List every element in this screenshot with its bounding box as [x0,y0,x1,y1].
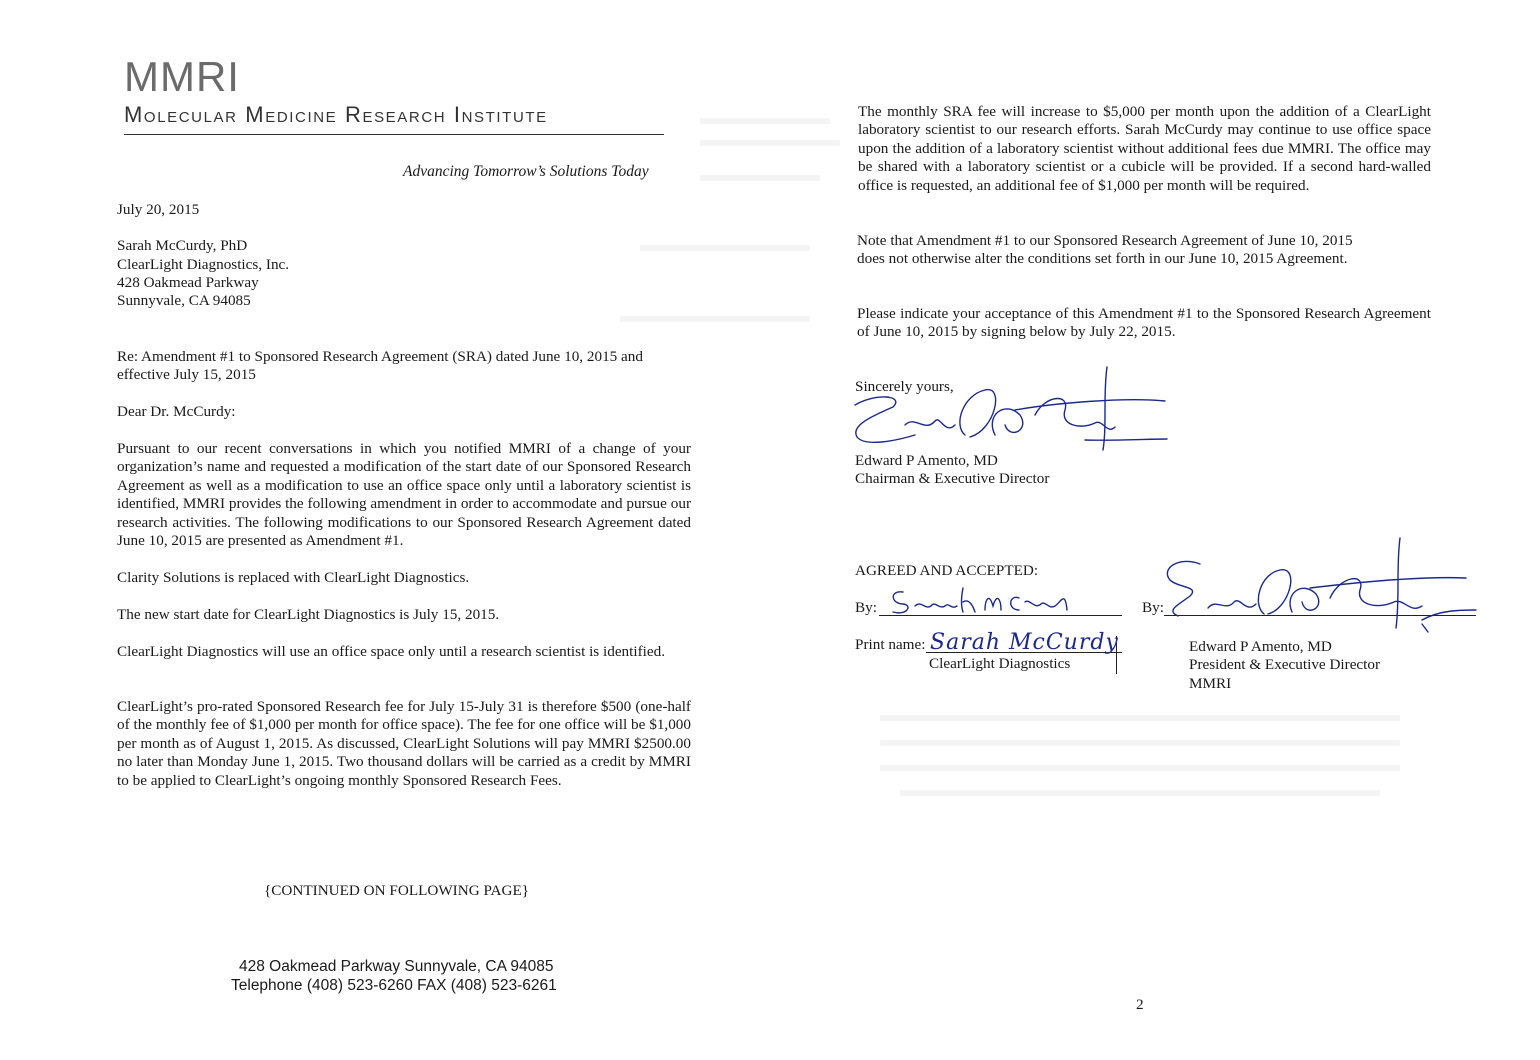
recipient-name: Sarah McCurdy, PhD [117,237,248,254]
body-paragraph-2: Clarity Solutions is replaced with ClearLight Diagnostics. [117,569,470,586]
body-paragraph-1: Pursuant to our recent conversations in which you notified MMRI of a change of your organization’s name and requested a modification of the start date of our Sponsored Research Agreement as well as a modification to use an office space only until a laboratory scientist is identified, MMRI provides the following amendment in order to accommodate and pursue our research activities. The following modifications to our Sponsored Research Agreement dated June 10, 2015 are presented as Amendment #1. [117,440,691,550]
handwritten-print-name: Sarah McCurdy [930,630,1119,655]
by-label-mmri: By: [1142,599,1164,616]
tagline: Advancing Tomorrow’s Solutions Today [403,163,649,180]
signer-name: Edward P Amento, MD [855,452,998,469]
amento-signature-2 [1160,528,1480,638]
re-line-cont: effective July 15, 2015 [117,366,256,383]
re-line: Re: Amendment #1 to Sponsored Research Agreement (SRA) dated June 10, 2015 and [117,348,643,365]
recipient-street: 428 Oakmead Parkway [117,274,259,291]
amento-signature-1 [845,355,1175,465]
logo: MMRI [124,53,240,100]
print-name-label: Print name: [855,636,926,653]
body-paragraph-3: The new start date for ClearLight Diagnostics is July 15, 2015. [117,606,500,623]
page2-note-line-cont: does not otherwise alter the conditions set forth in our June 10, 2015 Agreement. [857,250,1348,267]
page2-note-line: Note that Amendment #1 to our Sponsored Research Agreement of June 10, 2015 [857,232,1353,249]
mmri-signer-name: Edward P Amento, MD [1189,638,1332,655]
recipient-company: ClearLight Diagnostics, Inc. [117,256,290,273]
mmri-signer-title: President & Executive Director [1189,656,1381,673]
body-paragraph-4: ClearLight Diagnostics will use an office space only until a research scientist is identified. [117,643,666,660]
closing: Sincerely yours, [855,378,954,395]
signer-title: Chairman & Executive Director [855,470,1050,487]
agreed-heading: AGREED AND ACCEPTED: [855,562,1039,579]
letterhead-rule [124,134,664,135]
by-label: By: [855,599,877,616]
page2-paragraph-1: The monthly SRA fee will increase to $5,000 per month upon the addition of a ClearLight laboratory scientist to our research efforts. Sarah McCurdy may continue to use office space upon the addition of a laboratory scientist without additional fees due MMRI. The office may be shared with a laboratory scientist or a cubicle will be provided. If a second hard-walled office is requested, an additional fee of $1,000 per month will be required. [858,103,1431,194]
body-paragraph-5: ClearLight’s pro-rated Sponsored Research fee for July 15-July 31 is therefore $500 (one-half of the monthly fee of $1,000 per month for office space). The fee for one office will be $1,000 per month as of August 1, 2015. As discussed, ClearLight Solutions will pay MMRI $2500.00 no later than Monday June 1, 2015. Two thousand dollars will be carried as a credit by MMRI to be applied to ClearLight’s ongoing monthly Sponsored Research Fees. [117,698,691,789]
salutation: Dear Dr. McCurdy: [117,403,236,420]
mccurdy-signature [885,580,1085,620]
page2-acceptance-request: Please indicate your acceptance of this Amendment #1 to the Sponsored Research Agreement of June 10, 2015 by signing below by July 22, 2015. [857,305,1431,341]
footer-address: 428 Oakmead Parkway Sunnyvale, CA 94085 [239,958,554,975]
footer-phone: Telephone (408) 523-6260 FAX (408) 523-6261 [231,977,557,994]
recipient-organization: ClearLight Diagnostics [929,655,1071,672]
continued-note: {CONTINUED ON FOLLOWING PAGE} [264,882,530,899]
page-number: 2 [1136,996,1144,1013]
recipient-city: Sunnyvale, CA 94085 [117,292,251,309]
institute-name: Molecular Medicine Research Institute [124,102,548,127]
letter-date: July 20, 2015 [117,201,200,218]
mmri-organization: MMRI [1189,675,1232,692]
